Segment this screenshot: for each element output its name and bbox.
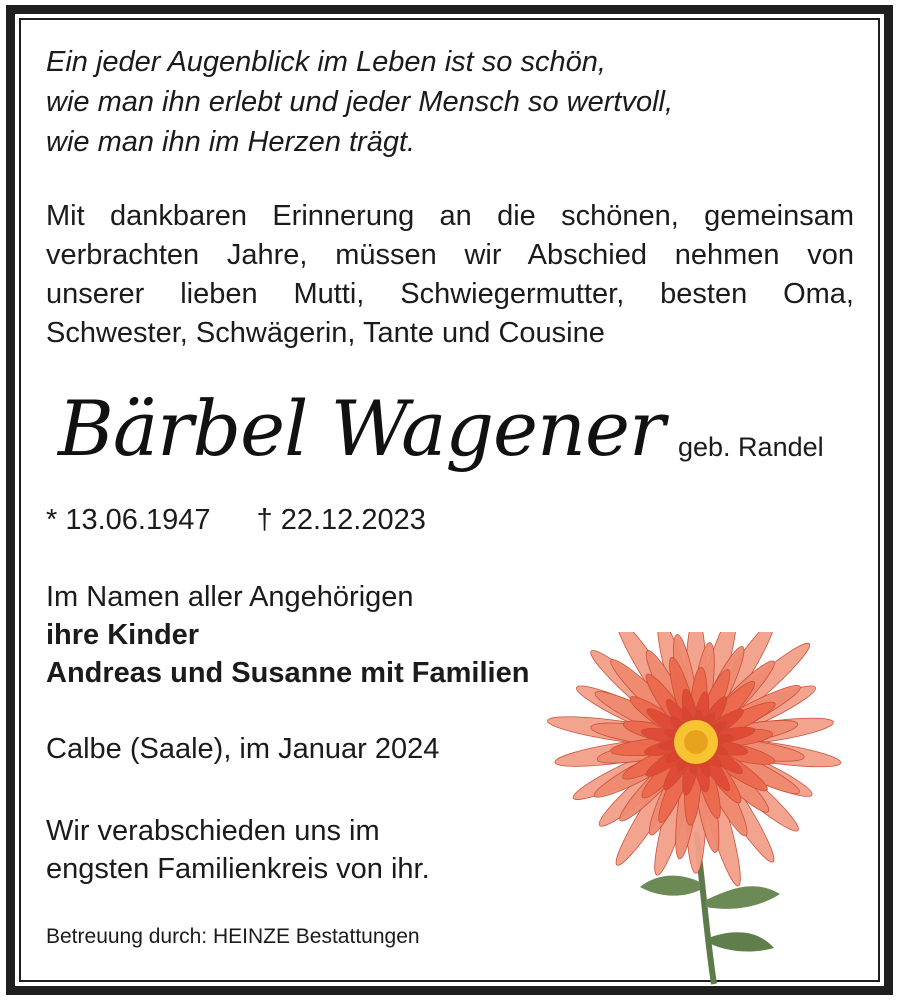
- intro-line-2: verbrachten Jahre, müssen wir Abschied nehmen von: [46, 239, 854, 271]
- poem: [46, 42, 856, 162]
- place-date: Calbe (Saale), im Januar 2024: [46, 733, 440, 765]
- deceased-name: Bärbel Wagener: [58, 384, 665, 473]
- intro-line-3: unserer lieben Mutti, Schwiegermutter, besten Oma,: [46, 278, 854, 310]
- mourners-line-3: Andreas und Susanne mit Familien: [46, 657, 530, 689]
- obituary-content: [46, 42, 856, 948]
- mourners-line-2: ihre Kinder: [46, 619, 200, 651]
- poem-line-3: wie man ihn im Herzen trägt.: [46, 126, 416, 158]
- deceased-name-row: [58, 374, 858, 494]
- intro-text: [46, 197, 854, 353]
- intro-line-4: Schwester, Schwägerin, Tante und Cousine: [46, 317, 605, 349]
- death-date: † 22.12.2023: [256, 504, 426, 536]
- farewell-line-2: engsten Familienkreis von ihr.: [46, 853, 430, 885]
- poem-line-2: wie man ihn erlebt und jeder Mensch so wertvoll,: [46, 86, 674, 118]
- mourners: [46, 578, 529, 692]
- poem-line-1: Ein jeder Augenblick im Leben ist so schön,: [46, 46, 606, 78]
- birth-date: * 13.06.1947: [46, 504, 211, 536]
- chrysanthemum-image: [528, 632, 873, 987]
- mourners-line-1: Im Namen aller Angehörigen: [46, 581, 414, 613]
- farewell-line-1: Wir verabschieden uns im: [46, 815, 380, 847]
- birth-name: geb. Randel: [678, 432, 824, 462]
- intro-line-1: Mit dankbaren Erinnerung an die schönen, gemeinsam: [46, 200, 854, 232]
- farewell: [46, 812, 430, 888]
- life-dates: [46, 504, 426, 537]
- funeral-home-credit: Betreuung durch: HEINZE Bestattungen: [46, 925, 420, 948]
